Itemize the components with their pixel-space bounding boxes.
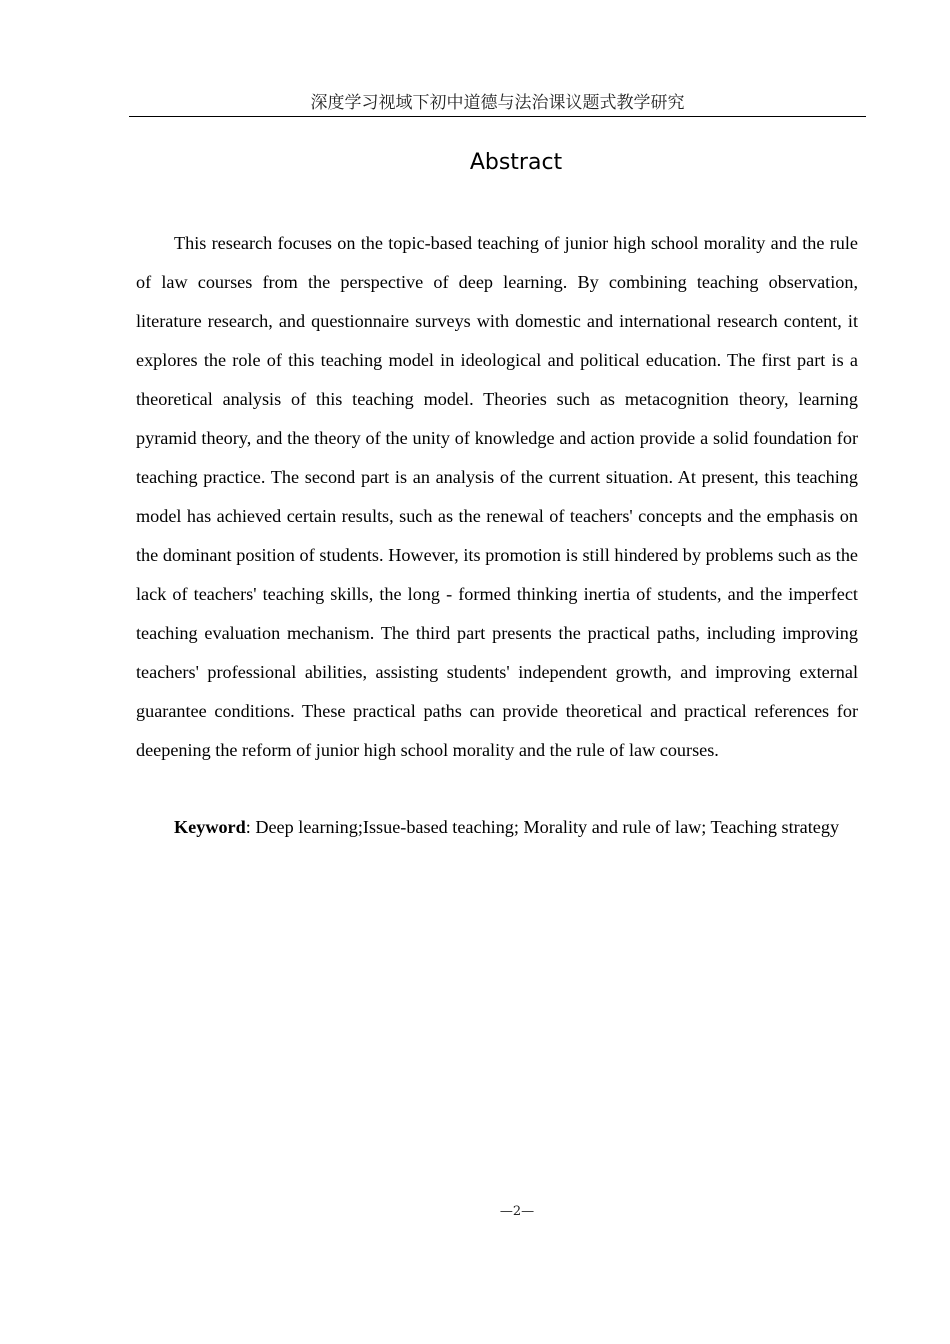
running-header — [129, 90, 866, 117]
page-number: —2— — [499, 1204, 535, 1219]
keywords-paragraph — [136, 808, 858, 847]
keywords-separator: : — [245, 817, 256, 837]
keywords-text: Deep learning;Issue-based teaching; Morality and rule of law; Teaching strategy — [255, 817, 840, 837]
abstract-title: Abstract — [469, 150, 563, 175]
keywords-label: Keyword — [174, 817, 246, 837]
abstract-body: This research focuses on the topic-based teaching of junior high school morality and the rule of law courses from the perspective of deep learning. By combining teaching observation, literature research, and questionnaire surveys with domestic and international research content, it explores the role of this teaching model in ideological and political education. The first part is a theoretical analysis of this teaching model. Theories such as metacognition theory, learning pyramid theory, and the theory of the unity of knowledge and action provide a solid foundation for teaching practice. The second part is an analysis of the current situation. At present, this teaching model has achieved certain results, such as the renewal of teachers' concepts and the emphasis on the dominant position of students. However, its promotion is still hindered by problems such as the lack of teachers' teaching skills, the long - formed thinking inertia of students, and the imperfect teaching evaluation mechanism. The third part presents the practical paths, including improving teachers' professional abilities, assisting students' independent growth, and improving external guarantee conditions. These practical paths can provide theoretical and practical references for deepening the reform of junior high school morality and the rule of law courses. — [136, 233, 858, 760]
running-header-title: 深度学习视域下初中道德与法治课议题式教学研究 — [310, 93, 685, 113]
